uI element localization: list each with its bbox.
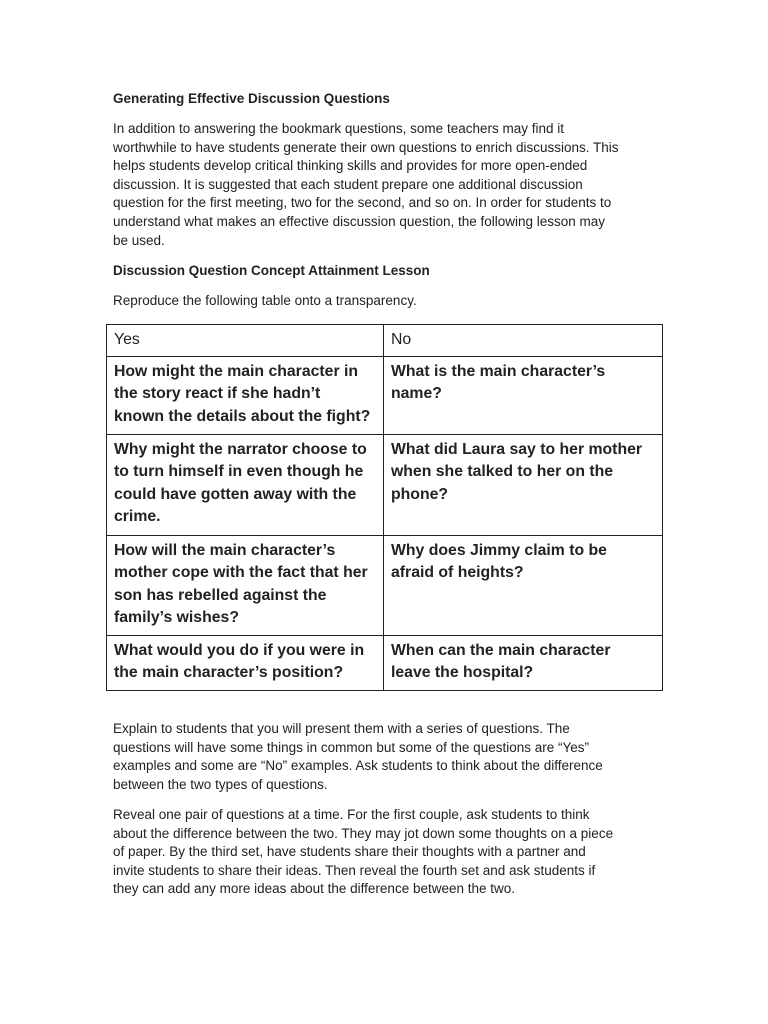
cell-line: to turn himself in even though he	[114, 463, 364, 481]
yes-cell	[107, 635, 384, 690]
reveal-line: they can add any more ideas about the difference between the two.	[113, 881, 516, 897]
no-cell	[384, 535, 663, 635]
intro-line: In addition to answering the bookmark questions, some teachers may find it	[113, 121, 564, 136]
cell-line: known the details about the fight?	[114, 407, 371, 425]
cell-line: When can the main character	[391, 641, 611, 659]
reveal-line: of paper. By the third set, have students share their thoughts with a partner and	[113, 844, 586, 860]
instruction-text	[113, 292, 653, 311]
header-no: No	[384, 325, 663, 357]
intro-line: question for the first meeting, two for the second, and so on. In order for students to	[113, 195, 612, 211]
cell-line: How might the main character in	[114, 362, 359, 380]
document-title: Generating Effective Discussion Questions	[113, 91, 390, 106]
yes-cell	[107, 434, 384, 535]
cell-line: Why does Jimmy claim to be	[391, 541, 607, 559]
cell-line: What did Laura say to her mother	[391, 440, 643, 458]
cell-line: phone?	[391, 485, 449, 503]
cell-line: the main character’s position?	[114, 664, 344, 682]
table-row	[107, 635, 663, 690]
no-cell	[384, 635, 663, 690]
explain-line: Explain to students that you will present them with a series of questions. The	[113, 721, 570, 736]
intro-line: be used.	[113, 232, 165, 248]
concept-table	[106, 324, 663, 691]
table-row	[107, 356, 663, 434]
cell-line: What is the main character’s	[391, 362, 606, 380]
intro-line: understand what makes an effective discussion question, the following lesson may	[113, 213, 606, 229]
cell-line: family’s wishes?	[114, 609, 239, 627]
header-yes: Yes	[107, 325, 384, 357]
reveal-line: Reveal one pair of questions at a time. For the first couple, ask students to think	[113, 807, 590, 822]
no-cell	[384, 356, 663, 434]
explain-line: examples and some are “No” examples. Ask students to think about the difference	[113, 758, 603, 774]
table-row	[107, 434, 663, 535]
intro-line: discussion. It is suggested that each student prepare one additional discussion	[113, 176, 583, 192]
intro-line: worthwhile to have students generate their own questions to enrich discussions. This	[113, 139, 619, 155]
cell-line: the story react if she hadn’t	[114, 385, 321, 403]
explain-paragraph	[113, 720, 653, 794]
yes-cell	[107, 535, 384, 635]
cell-line: son has rebelled against the	[114, 586, 327, 604]
cell-line: could have gotten away with the	[114, 485, 357, 503]
intro-line: helps students develop critical thinking skills and provides for more open-ended	[113, 158, 588, 174]
instruction-line: Reproduce the following table onto a transparency.	[113, 293, 417, 308]
reveal-paragraph	[113, 806, 653, 899]
intro-paragraph	[113, 120, 653, 250]
explain-line: between the two types of questions.	[113, 776, 328, 792]
cell-line: crime.	[114, 508, 161, 526]
cell-line: leave the hospital?	[391, 664, 534, 682]
cell-line: How will the main character’s	[114, 541, 336, 559]
table-header-row	[107, 325, 663, 357]
yes-cell	[107, 356, 384, 434]
reveal-line: invite students to share their ideas. Then reveal the fourth set and ask students if	[113, 862, 596, 878]
lesson-title: Discussion Question Concept Attainment Lesson	[113, 263, 430, 278]
cell-line: mother cope with the fact that her	[114, 564, 368, 582]
explain-line: questions will have some things in common but some of the questions are “Yes”	[113, 739, 590, 755]
no-cell	[384, 434, 663, 535]
reveal-line: about the difference between the two. They may jot down some thoughts on a piece	[113, 825, 614, 841]
cell-line: name?	[391, 385, 442, 403]
cell-line: when she talked to her on the	[391, 463, 614, 481]
cell-line: Why might the narrator choose to	[114, 440, 367, 458]
cell-line: afraid of heights?	[391, 564, 524, 582]
table-row	[107, 535, 663, 635]
cell-line: What would you do if you were in	[114, 641, 365, 659]
